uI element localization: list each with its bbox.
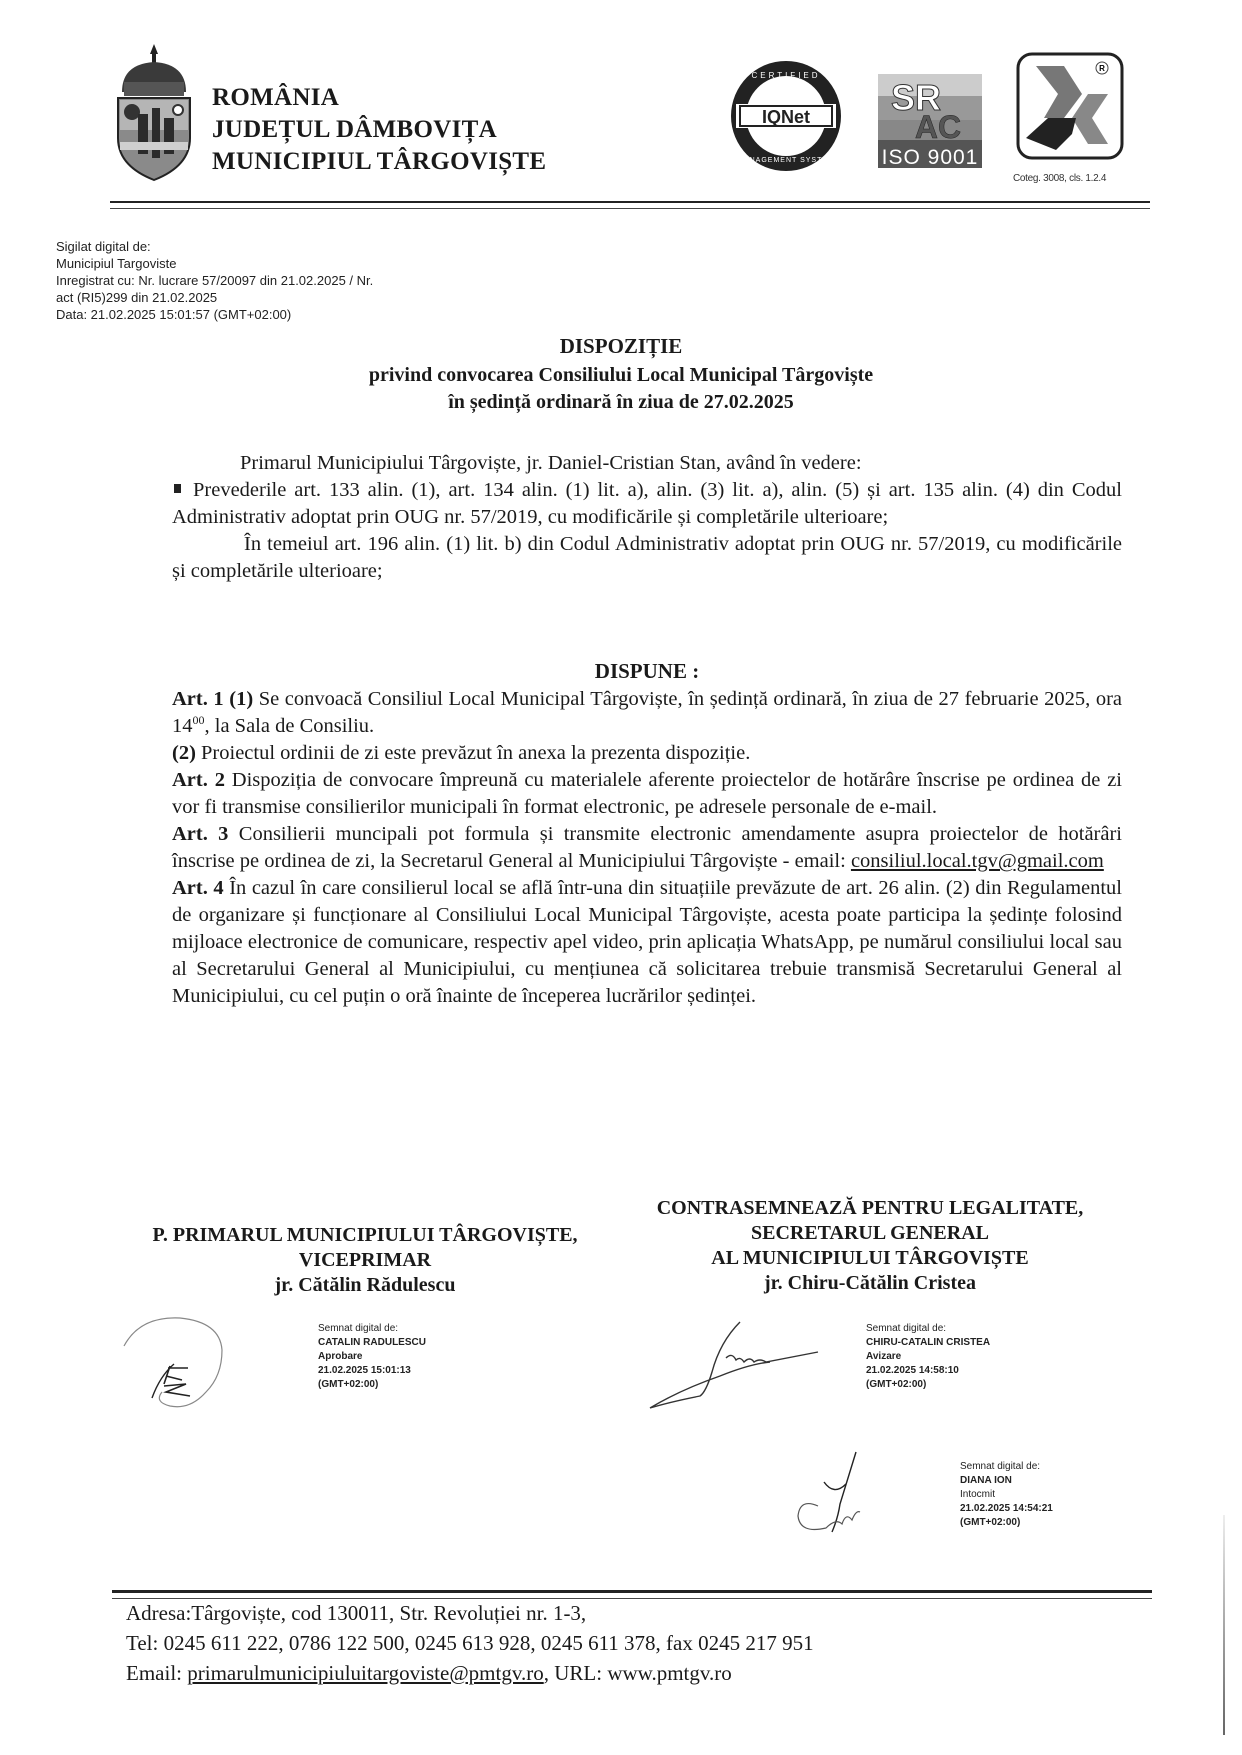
handwritten-signature-secretary-icon <box>640 1312 830 1417</box>
dsig-date: 21.02.2025 14:54:21 <box>960 1503 1053 1514</box>
dsig-signer: CHIRU-CATALIN CRISTEA <box>866 1337 991 1348</box>
article-4 <box>172 875 1122 1010</box>
seal-line: Municipiul Targoviste <box>56 256 177 271</box>
category-x-logo-icon <box>1016 52 1126 160</box>
issuer-header <box>212 82 546 178</box>
article-3 <box>172 821 1122 875</box>
subtitle-line-2: în ședință ordinară în ziua de 27.02.2025 <box>448 391 794 413</box>
header-divider <box>110 201 1150 209</box>
article-1-para-2 <box>172 740 1122 767</box>
svg-text:CERTIFIED: CERTIFIED <box>751 71 821 80</box>
footer-contact <box>126 1598 814 1688</box>
preamble-intro: Primarul Municipiului Târgoviște, jr. Daniel-Cristian Stan, având în vedere: <box>240 452 862 474</box>
dsig-date: 21.02.2025 15:01:13 <box>318 1365 411 1376</box>
dsig-date: 21.02.2025 14:58:10 <box>866 1365 959 1376</box>
digital-seal-block <box>56 238 373 323</box>
article-2-label: Art. 2 <box>172 769 225 791</box>
digital-signature-secretary <box>866 1322 990 1392</box>
deputy-mayor-title: VICEPRIMAR <box>298 1249 432 1271</box>
subtitle-line-1: privind convocarea Consiliului Local Municipal Târgoviște <box>368 364 874 386</box>
footer-url-link[interactable]: www.pmtgv.ro <box>607 1661 732 1685</box>
dispune-heading: DISPUNE : <box>594 659 700 683</box>
svg-text:MANAGEMENT SYSTEM: MANAGEMENT SYSTEM <box>737 157 835 164</box>
mayor-title: P. PRIMARUL MUNICIPIULUI TÂRGOVIȘTE, <box>152 1224 578 1246</box>
iqnet-certified-icon <box>728 58 844 174</box>
dsig-tz: (GMT+02:00) <box>318 1379 379 1390</box>
digital-signature-preparer <box>960 1460 1053 1530</box>
dsig-role: Aprobare <box>318 1351 363 1362</box>
footer-email-line <box>126 1658 814 1688</box>
coat-of-arms-icon <box>112 42 196 182</box>
seal-line: Sigilat digital de: <box>56 239 151 254</box>
article-4-label: Art. 4 <box>172 877 224 899</box>
article-1-para-2-label: (2) <box>172 742 196 764</box>
document-title: DISPOZIȚIE <box>559 334 683 358</box>
secretary-signature-block <box>600 1196 1140 1296</box>
scan-edge-mark <box>1223 1515 1225 1735</box>
document-subtitle <box>0 362 1242 416</box>
preamble-bullet <box>172 477 1122 531</box>
svg-text:IQNet: IQNet <box>761 107 811 127</box>
dsig-signer: DIANA ION <box>960 1475 1012 1486</box>
dsig-line: Semnat digital de: <box>960 1461 1041 1472</box>
header-country: ROMÂNIA <box>212 84 340 111</box>
dsig-role: Intocmit <box>960 1489 996 1500</box>
preamble <box>172 450 1122 585</box>
preamble-basis: În temeiul art. 196 alin. (1) lit. b) din Codul Administrativ adoptat prin OUG nr. 57/2019, cu modificările și completările ulterioare; <box>172 533 1122 582</box>
article-1-text-end: , la Sala de Consiliu. <box>204 715 375 737</box>
dispositions <box>172 658 1122 1010</box>
article-1 <box>172 686 1122 740</box>
seal-line: act (RI5)299 din 21.02.2025 <box>56 290 218 305</box>
srac-iso9001-icon <box>876 66 986 174</box>
article-3-text: Consilierii muncipali pot formula și transmite electronic amendamente asupra proiectelor de hotărâri înscrise pe ordinea de zi, la Secretarul General al Municipiului Târgoviște - email: <box>172 823 1123 872</box>
dsig-tz: (GMT+02:00) <box>960 1517 1021 1528</box>
svg-text:AC: AC <box>914 109 962 145</box>
article-1-label: Art. 1 (1) <box>172 688 254 710</box>
digital-signature-mayor <box>318 1322 426 1392</box>
dsig-tz: (GMT+02:00) <box>866 1379 927 1390</box>
article-1-time-sup: 00 <box>192 713 205 728</box>
handwritten-signature-mayor-icon <box>110 1306 250 1421</box>
seal-line: Inregistrat cu: Nr. lucrare 57/20097 din 21.02.2025 / Nr. <box>56 273 374 288</box>
svg-text:SR: SR <box>890 77 942 118</box>
secretary-title-2: AL MUNICIPIULUI TÂRGOVIȘTE <box>711 1247 1029 1269</box>
dsig-line: Semnat digital de: <box>866 1323 947 1334</box>
header-county: JUDEȚUL DÂMBOVIȚA <box>212 116 497 143</box>
footer-url-label: , URL: <box>543 1661 608 1685</box>
footer-email-link[interactable]: primarulmunicipiuluitargoviste@pmtgv.ro <box>187 1661 544 1685</box>
svg-text:R: R <box>1099 64 1105 73</box>
secretary-title: SECRETARUL GENERAL <box>750 1222 990 1244</box>
footer-address: Adresa:Târgoviște, cod 130011, Str. Revoluției nr. 1-3, <box>126 1601 587 1625</box>
preamble-bullet-text: Prevederile art. 133 alin. (1), art. 134 alin. (1) lit. a), alin. (3) lit. a), alin. (5) și art. 135 alin. (4) din Codul Administrativ adoptat prin OUG nr. 57/2019, cu modificările și completările ulterioare; <box>172 479 1122 528</box>
article-2-text: Dispoziția de convocare împreună cu materialele aferente proiectelor de hotărâre înscrise pe ordinea de zi vor fi transmise consilierilor municipali în format electronic, pe adresele personale de e-mail. <box>172 769 1123 818</box>
council-email-link[interactable]: consiliul.local.tgv@gmail.com <box>850 850 1104 872</box>
secretary-signer-name: jr. Chiru-Cătălin Cristea <box>763 1272 977 1294</box>
bullet-icon <box>174 484 181 493</box>
article-2 <box>172 767 1122 821</box>
header-municipality: MUNICIPIUL TÂRGOVIȘTE <box>212 148 547 175</box>
dsig-signer: CATALIN RADULESCU <box>318 1337 426 1348</box>
footer-phone: Tel: 0245 611 222, 0786 122 500, 0245 613 928, 0245 611 378, fax 0245 217 951 <box>126 1631 814 1655</box>
svg-text:ISO 9001: ISO 9001 <box>881 146 979 169</box>
footer-email-label: Email: <box>126 1661 188 1685</box>
article-4-text: În cazul în care consilierul local se află într-una din situațiile prevăzute de art. 26 alin. (2) din Regulamentul de organizare și funcționare al Consiliului Local Municipal Târgoviște, acesta poate participa la ședințe folosind mijloace electronice de comunicare, respectiv apel video, prin aplicația WhatsApp, pe numărul consiliului local sau al Secretarului General al Municipiului, cu mențiunea că solicitarea trebuie transmisă Secretarului General al Municipiului, cu cel puțin o oră înainte de începerea lucrărilor ședinței. <box>172 877 1122 1007</box>
dsig-line: Semnat digital de: <box>318 1323 399 1334</box>
article-1-para-2-text: Proiectul ordinii de zi este prevăzut în anexa la prezenta dispoziție. <box>201 742 751 764</box>
article-3-label: Art. 3 <box>172 823 229 845</box>
seal-line: Data: 21.02.2025 15:01:57 (GMT+02:00) <box>56 307 292 322</box>
dsig-role: Avizare <box>866 1351 902 1362</box>
mayor-signature-block <box>100 1223 630 1298</box>
handwritten-signature-preparer-icon <box>790 1448 880 1543</box>
countersign-title: CONTRASEMNEAZĂ PENTRU LEGALITATE, <box>656 1197 1084 1219</box>
mayor-signer-name: jr. Cătălin Rădulescu <box>274 1274 456 1296</box>
logo-caption: Coteg. 3008, cls. 1.2.4 <box>1013 173 1107 184</box>
article-1-text: Se convoacă Consiliul Local Municipal Târgoviște, în ședință ordinară, în ziua de 27 februarie 2025, ora 14 <box>172 688 1123 737</box>
